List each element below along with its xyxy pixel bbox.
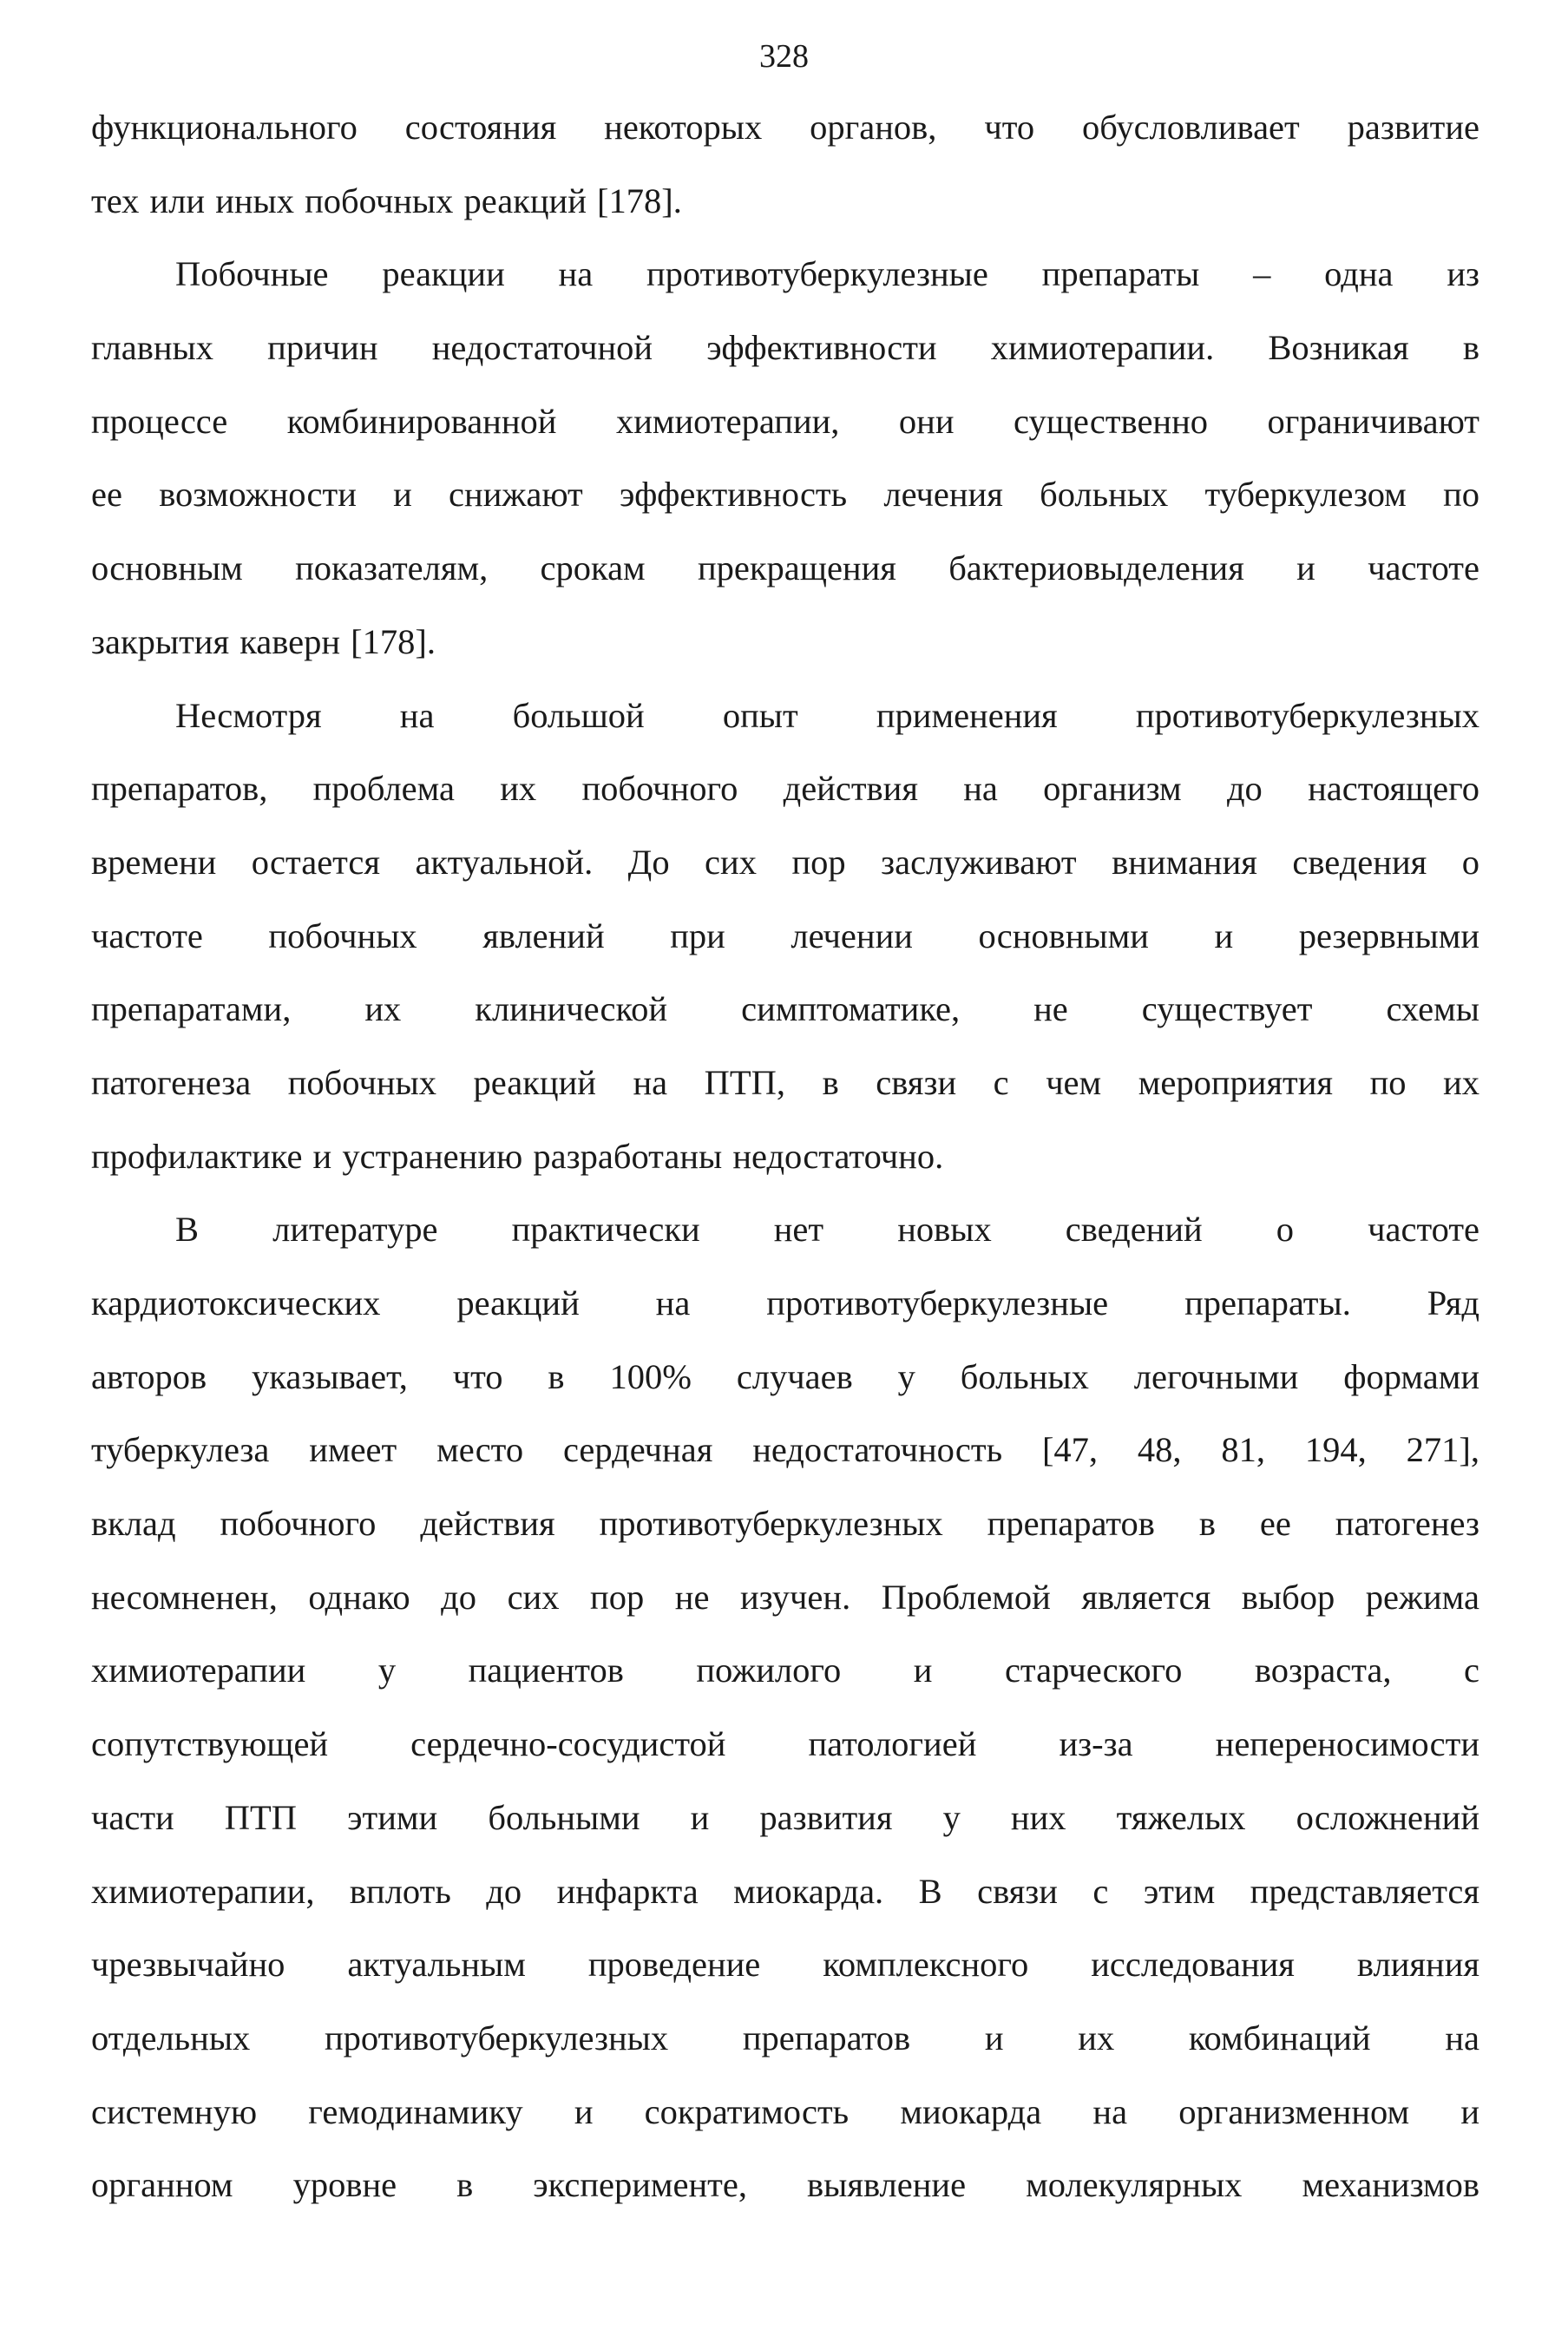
text-line: вклад побочного действия противотуберкулезных препаратов в ее патогенез [91,1504,1479,1544]
text-line: системную гемодинамику и сократимость миокарда на организменном и [91,2091,1479,2131]
text-line: функционального состояния некоторых органов, что обусловливает развитие [91,108,1479,147]
text-line: частоте побочных явлений при лечении основными и резервными [91,916,1479,955]
text-line: препаратами, их клинической симптоматике, не существует схемы [91,989,1479,1029]
text-line: части ПТП этими больными и развития у них тяжелых осложнений [91,1797,1479,1837]
text-line: отдельных противотуберкулезных препаратов и их комбинаций на [91,2018,1479,2058]
text-line: тех или иных побочных реакций [178]. [91,180,682,220]
paragraph [91,1193,1479,2222]
text-line: авторов указывает, что в 100% случаев у больных легочными формами [91,1356,1479,1396]
text-line: ее возможности и снижают эффективность лечения больных туберкулезом по [91,475,1479,515]
text-line: несомненен, однако до сих пор не изучен. Проблемой является выбор режима [91,1577,1479,1617]
text-line: Несмотря на большой опыт применения противотуберкулезных [175,695,1479,735]
text-line: препаратов, проблема их побочного действия на организм до настоящего [91,769,1479,809]
text-line: патогенеза побочных реакций на ПТП, в связи с чем мероприятия по их [91,1062,1479,1102]
text-line: кардиотоксических реакций на противотуберкулезные препараты. Ряд [91,1283,1479,1322]
text-line: туберкулеза имеет место сердечная недостаточность [47, 48, 81, 194, 271], [91,1430,1479,1470]
text-line: химиотерапии у пациентов пожилого и старческого возраста, с [91,1651,1479,1690]
text-line: химиотерапии, вплоть до инфаркта миокарда. В связи с этим представляется [91,1871,1479,1911]
text-line: времени остается актуальной. До сих пор заслуживают внимания сведения о [91,842,1479,882]
text-line: сопутствующей сердечно-сосудистой патологией из-за непереносимости [91,1724,1479,1764]
text-line: основным показателям, срокам прекращения бактериовыделения и частоте [91,548,1479,588]
text-line: главных причин недостаточной эффективности химиотерапии. Возникая в [91,328,1479,368]
text-line: закрытия каверн [178]. [91,621,436,661]
paragraph [91,91,1479,238]
text-line: В литературе практически нет новых сведений о частоте [175,1210,1479,1250]
paragraph [91,679,1479,1194]
document-body [91,91,1479,2222]
text-line: чрезвычайно актуальным проведение комплексного исследования влияния [91,1945,1479,1985]
text-line: Побочные реакции на противотуберкулезные препараты – одна из [175,254,1479,294]
page-number: 328 [759,38,809,75]
paragraph [91,238,1479,679]
text-line: органном уровне в эксперименте, выявление молекулярных механизмов [91,2165,1479,2205]
text-line: профилактике и устранению разработаны недостаточно. [91,1136,944,1176]
text-line: процессе комбинированной химиотерапии, они существенно ограничивают [91,401,1479,441]
